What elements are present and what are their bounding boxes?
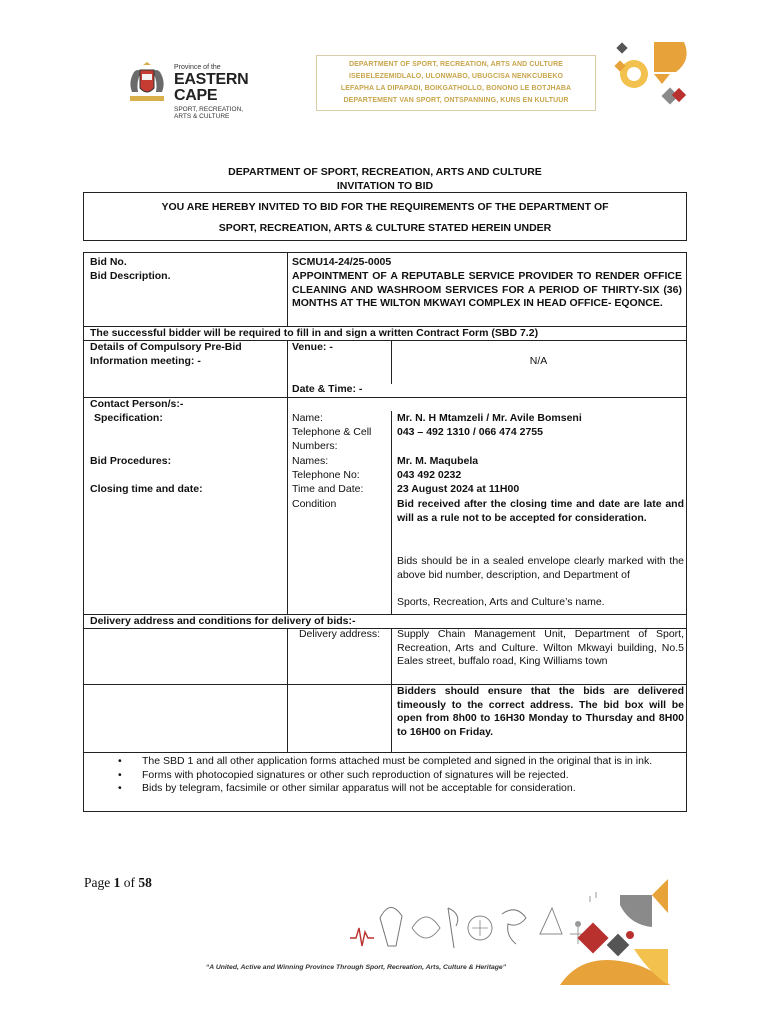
list-item: • Bids by telegram, facsimile or other similar apparatus will not be acceptable for consideration. (118, 782, 678, 796)
table-divider (84, 752, 686, 753)
prebid-meeting-label: Details of Compulsory Pre-Bid Information meeting: - (90, 341, 242, 367)
banner-line-english: DEPARTMENT OF SPORT, RECREATION, ARTS AND CULTURE (349, 61, 563, 68)
condition-label: Condition (292, 498, 337, 510)
decorative-corner-shapes-icon (560, 875, 670, 985)
bid-rules-list (118, 755, 678, 796)
contract-form-note: The successful bidder will be required to fill in and sign a written Contract Form (SBD 7.2) (90, 327, 539, 339)
page-current: 1 (113, 875, 121, 890)
time-date-label: Time and Date: (292, 483, 364, 495)
delivery-heading: Delivery address and conditions for delivery of bids:- (90, 615, 356, 627)
telno-value: 043 492 0232 (397, 469, 462, 481)
bid-details-table (83, 252, 687, 812)
date-time-label: Date & Time: - (292, 383, 363, 395)
list-item: • The SBD 1 and all other application forms attached must be completed and signed in the original that is in ink. (118, 755, 678, 769)
table-divider (287, 253, 288, 326)
table-divider (287, 340, 288, 614)
delivery-address-label: Delivery address: (298, 628, 381, 640)
time-date-value: 23 August 2024 at 11H00 (397, 483, 520, 495)
table-divider (391, 411, 392, 614)
bid-no-label: Bid No. (90, 256, 127, 268)
footer-tagline: “A United, Active and Winning Province Through Sport, Recreation, Arts, Culture & Heritage” (205, 964, 507, 971)
condition-late-bids: Bid received after the closing time and date are late and will as a rule not to be accepted for consideration. (397, 498, 684, 524)
names-value: Mr. M. Maqubela (397, 455, 479, 467)
invitation-line-1: YOU ARE HEREBY INVITED TO BID FOR THE REQUIREMENTS OF THE DEPARTMENT OF (161, 201, 609, 213)
banner-line-sotho: LEFAPHA LA DIPAPADI, BOIKGATHOLLO, BONONO LE BOTJHABA (340, 85, 572, 92)
contact-persons-label: Contact Person/s:- (90, 398, 184, 410)
table-divider (391, 628, 392, 752)
specification-label: Specification: (94, 412, 163, 424)
table-divider (287, 628, 288, 752)
department-banner (316, 55, 596, 111)
condition-sealed-envelope: Bids should be in a sealed envelope clearly marked with the above bid number, description, and Department of (397, 555, 684, 581)
invitation-title: INVITATION TO BID (336, 180, 434, 192)
venue-label: Venue: - (292, 341, 333, 353)
logo-province-text: Province of the (174, 64, 221, 71)
page-of: of (123, 875, 135, 890)
invitation-line-2: SPORT, RECREATION, ARTS & CULTURE STATED HEREIN UNDER (218, 222, 552, 234)
banner-line-afrikaans: DEPARTEMENT VAN SPORT, ONTSPANNING, KUNS EN KULTUUR (343, 97, 569, 104)
bid-procedures-label: Bid Procedures: (90, 455, 172, 467)
name-label: Name: (292, 412, 323, 424)
banner-line-xhosa: ISEBELEZEMIDLALO, ULONWABO, UBUGCISA NENKCUBEKO (348, 73, 564, 80)
names-label: Names: (292, 455, 329, 467)
eastern-cape-logo (120, 60, 290, 121)
list-item: • Forms with photocopied signatures or other such reproduction of signatures will be rejected. (118, 769, 678, 783)
closing-time-label: Closing time and date: (90, 483, 203, 495)
department-title: DEPARTMENT OF SPORT, RECREATION, ARTS AND CULTURE (228, 166, 542, 178)
logo-eastern-cape-text: EASTERN CAPE (174, 71, 249, 104)
condition-department-name: Sports, Recreation, Arts and Culture’s name. (397, 596, 605, 608)
logo-dept-line2: ARTS & CULTURE (174, 113, 230, 121)
coat-of-arms-icon (124, 62, 170, 106)
logo-dept-line1: SPORT, RECREATION, (174, 106, 244, 113)
bid-no-value: SCMU14-24/25-0005 (292, 256, 392, 268)
page-number (84, 875, 152, 891)
delivery-address-value: Supply Chain Management Unit, Department of Sport, Recreation, Arts and Culture. Wilton Mkwayi building, No.5 Eales street, buffalo road, King Williams town (397, 628, 684, 668)
page-word: Page (84, 875, 111, 890)
bid-description-label: Bid Description. (90, 270, 171, 282)
venue-value: N/A (529, 355, 548, 367)
page-total: 58 (138, 875, 152, 890)
invitation-box (83, 192, 687, 241)
bid-description-value: APPOINTMENT OF A REPUTABLE SERVICE PROVIDER TO RENDER OFFICE CLEANING AND WASHROOM SERVICES FOR A PERIOD OF THIRTY-SIX (36) MONTHS AT THE WILTON MKWAYI COMPLEX IN HEAD OFFICE- EQONCE. (292, 270, 682, 310)
name-value: Mr. N. H Mtamzeli / Mr. Avile Bomseni (397, 412, 582, 424)
decorative-shapes-icon (604, 40, 694, 120)
telephone-label: Telephone & Cell Numbers: (292, 426, 372, 452)
delivery-timing-note: Bidders should ensure that the bids are delivered timeously to the correct address. The bid box will be open from 8h00 to 16H30 Monday to Thursday and 8H00 to 16H00 on Friday. (397, 685, 684, 738)
telephone-value: 043 – 492 1310 / 066 474 2755 (397, 426, 543, 438)
telno-label: Telephone No: (292, 469, 360, 481)
